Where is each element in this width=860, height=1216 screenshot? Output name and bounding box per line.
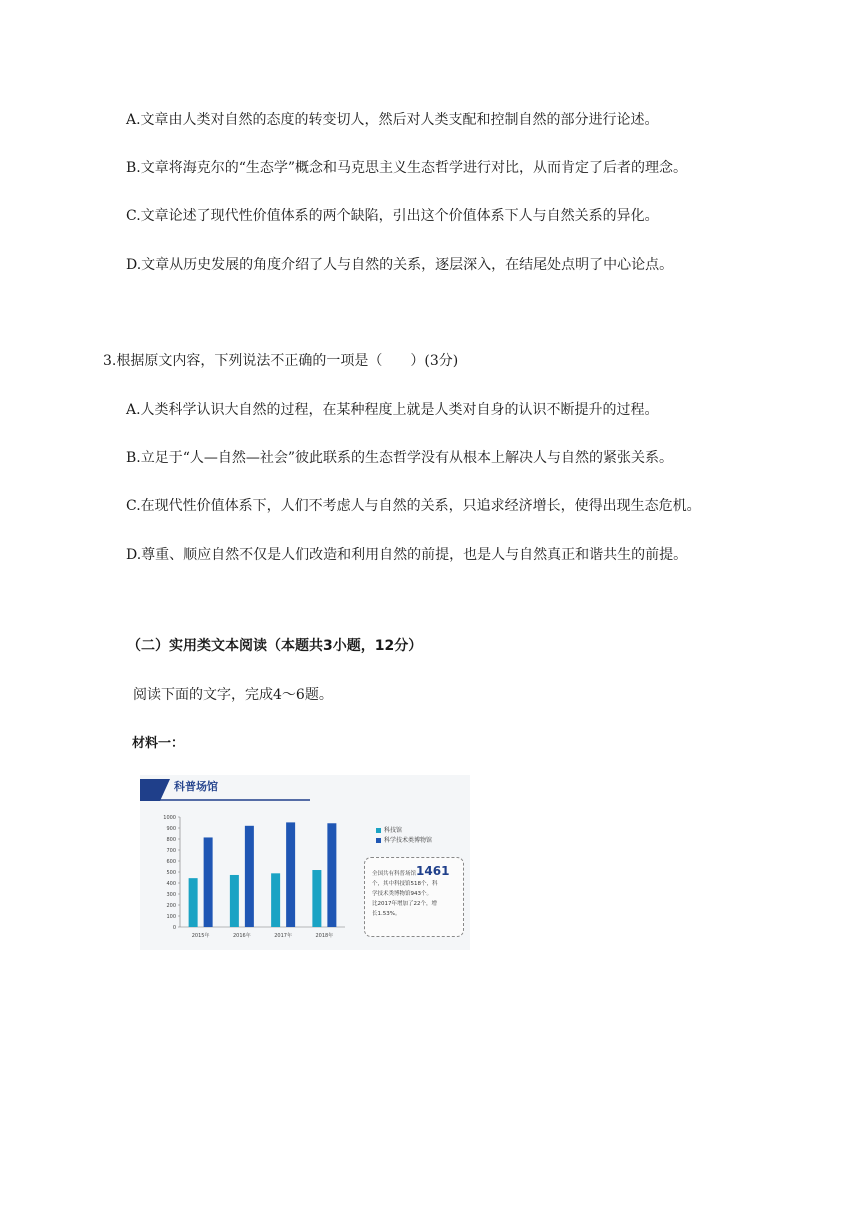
section-instruction: 阅读下面的文字，完成4～6题。 <box>133 687 333 703</box>
bar-science-center <box>312 870 321 927</box>
q2-option-a: A.文章由人类对自然的态度的转变切人，然后对人类支配和控制自然的部分进行论述。 <box>126 112 659 128</box>
x-tick-label: 2018年 <box>315 933 334 939</box>
q3-option-b: B.立足于“人—自然—社会”彼此联系的生态哲学没有从根本上解决人与自然的紧张关系。 <box>126 450 674 466</box>
note-line-1: 全国共有科普场馆1461 <box>372 864 450 878</box>
note-line-3: 学技术类博物馆943个。 <box>372 891 432 897</box>
y-tick-label: 300 <box>166 892 176 898</box>
bar-science-center <box>271 873 280 927</box>
y-tick-label: 500 <box>166 870 176 876</box>
y-tick-label: 900 <box>166 826 176 832</box>
y-tick-label: 800 <box>166 837 176 843</box>
x-tick-label: 2016年 <box>233 933 251 939</box>
q2-option-c: C.文章论述了现代性价值体系的两个缺陷，引出这个价值体系下人与自然关系的异化。 <box>126 208 659 224</box>
bar-science-museum <box>327 823 336 927</box>
chart-title-banner <box>140 779 310 801</box>
y-tick-label: 700 <box>166 848 176 854</box>
q2-option-b: B.文章将海克尔的“生态学”概念和马克思主义生态哲学进行对比，从而肯定了后者的理念。 <box>126 160 688 176</box>
y-tick-label: 400 <box>166 881 176 887</box>
bar-science-museum <box>286 822 295 927</box>
y-tick-label: 0 <box>172 925 176 931</box>
note-line-5: 长1.53%。 <box>372 911 401 917</box>
legend-swatch-2 <box>376 838 381 843</box>
y-tick-label: 200 <box>166 903 176 909</box>
note-line-2: 个，其中科技馆518个，科 <box>372 881 438 887</box>
legend-swatch-1 <box>376 828 381 833</box>
chart-title: 科普场馆 <box>174 780 218 793</box>
q3-option-a: A.人类科学认识大自然的过程，在某种程度上就是人类对自身的认识不断提升的过程。 <box>126 402 659 418</box>
legend-item-1 <box>376 827 402 835</box>
q3-stem: 3.根据原文内容，下列说法不正确的一项是（ ）(3分) <box>103 353 459 369</box>
q2-option-d: D.文章从历史发展的角度介绍了人与自然的关系，逐层深入，在结尾处点明了中心论点。 <box>126 257 674 273</box>
bar-chart <box>140 807 360 950</box>
q3-option-d: D.尊重、顺应自然不仅是人们改造和利用自然的前提，也是人与自然真正和谐共生的前提。 <box>126 547 688 563</box>
section-heading: （二）实用类文本阅读（本题共3小题，12分） <box>127 638 423 654</box>
summary-note <box>364 857 464 937</box>
chart-figure <box>140 775 470 950</box>
y-tick-label: 600 <box>166 859 176 865</box>
material-label: 材料一： <box>132 736 185 751</box>
x-tick-label: 2015年 <box>191 933 210 939</box>
bar-science-center <box>189 878 198 927</box>
y-tick-label: 1000 <box>163 815 176 821</box>
y-tick-label: 100 <box>166 914 176 920</box>
bar-science-museum <box>245 826 254 927</box>
legend-item-2 <box>376 837 432 845</box>
q3-option-c: C.在现代性价值体系下，人们不考虑人与自然的关系，只追求经济增长，使得出现生态危机。 <box>126 498 701 514</box>
legend-label-1: 科技馆 <box>384 827 403 834</box>
x-tick-label: 2017年 <box>274 933 292 939</box>
note-line-4: 比2017年增加了22个，增 <box>372 901 437 907</box>
bar-science-center <box>230 875 239 927</box>
total-count: 1461 <box>416 864 450 878</box>
legend-label-2: 科学技术类博物馆 <box>384 837 433 844</box>
bar-science-museum <box>204 837 213 927</box>
